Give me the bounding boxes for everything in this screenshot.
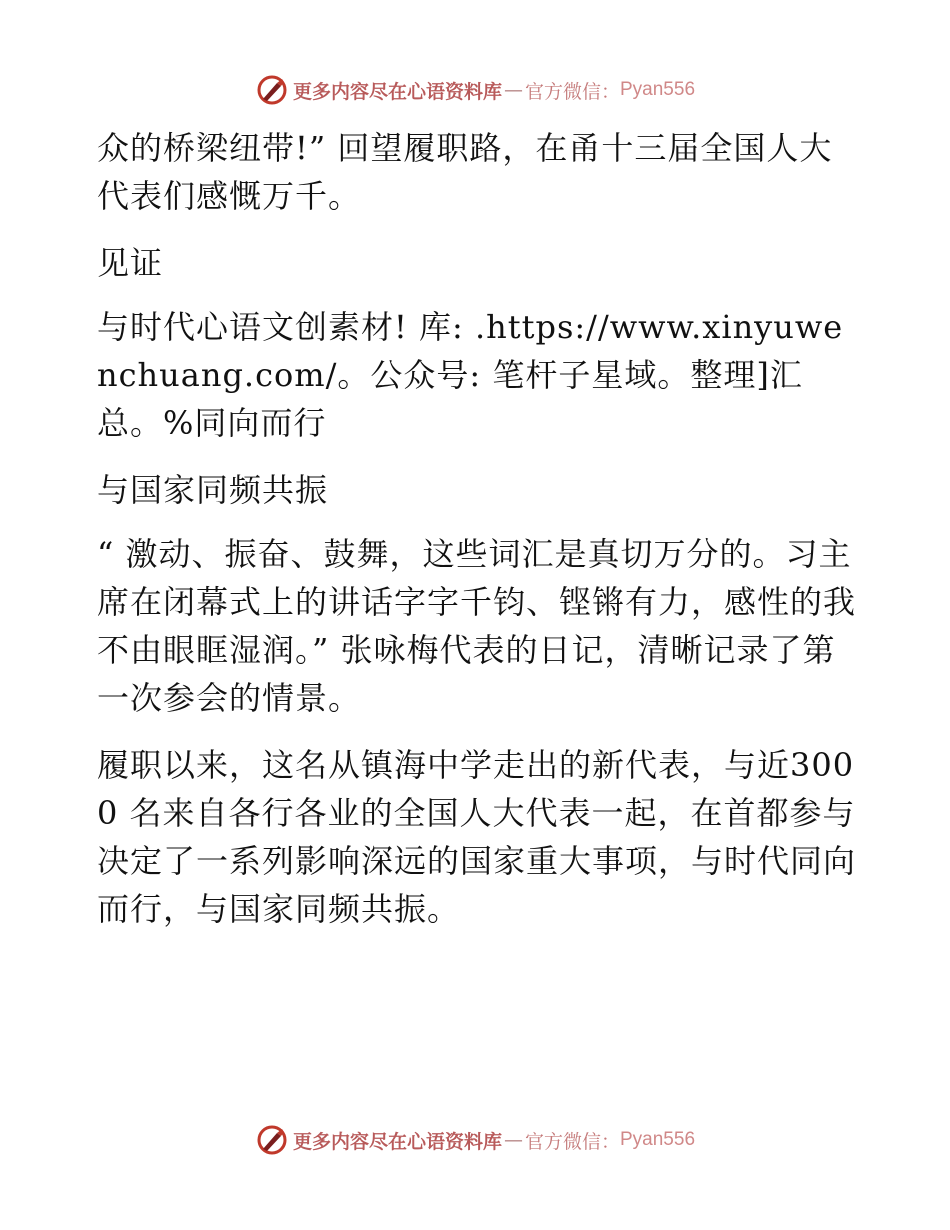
footer-banner-dash: —	[503, 1129, 523, 1151]
pen-circle-icon	[255, 1123, 289, 1157]
header-banner-wechat-label: 官方微信：	[524, 80, 620, 103]
header-watermark-banner	[0, 70, 950, 110]
footer-banner-main-text: 更多内容尽在心语资料库	[292, 1130, 502, 1153]
footer-watermark-banner	[0, 1120, 950, 1160]
pen-circle-icon	[255, 73, 289, 107]
header-banner-wechat-id: Pyan556	[620, 79, 696, 100]
header-banner-dash: —	[503, 79, 523, 101]
paragraph-source-note: 与时代心语文创素材! 库: .https://www.xinyuwenchuang.com/。公众号: 笔杆子星域。整理]汇总。%同向而行	[97, 308, 844, 442]
paragraph-diary-quote: “ 激动、振奋、鼓舞，这些词汇是真切万分的。习主席在闭幕式上的讲话字字千钧、铿锵有力，感性的我不由眼眶湿润。” 张咏梅代表的日记，清晰记录了第一次参会的情景。	[97, 535, 857, 717]
section-heading-witness: 见证	[97, 244, 164, 282]
section-heading-resonance: 与国家同频共振	[97, 471, 329, 509]
footer-banner-wechat-label: 官方微信：	[524, 1130, 620, 1153]
footer-banner-wechat-id: Pyan556	[620, 1129, 696, 1150]
paragraph-intro-end: 众的桥梁纽带!” 回望履职路，在甬十三届全国人大代表们感慨万千。	[97, 129, 833, 215]
paragraph-duty-summary: 履职以来，这名从镇海中学走出的新代表，与近3000 名来自各行各业的全国人大代表一起，在首都参与决定了一系列影响深远的国家重大事项，与时代同向而行，与国家同频共振。	[97, 746, 857, 928]
document-body	[97, 124, 857, 952]
header-banner-main-text: 更多内容尽在心语资料库	[292, 80, 502, 103]
